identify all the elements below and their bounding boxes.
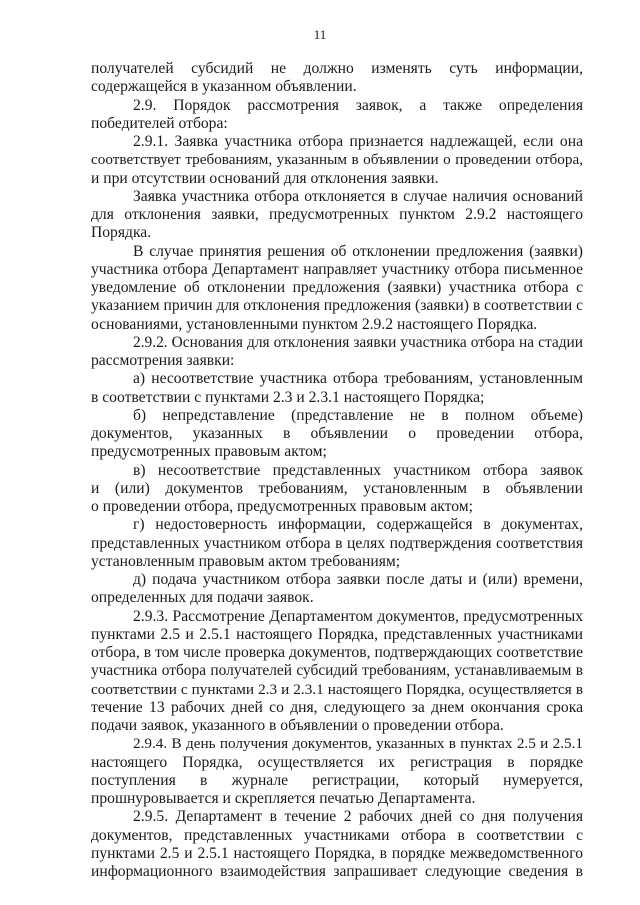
text-line: в) несоответствие представленных участником отбора заявок — [133, 461, 583, 479]
text-line: 2.9.5. Департамент в течение 2 рабочих дней со дня получения — [133, 808, 583, 826]
page-number: 11 — [313, 27, 327, 42]
text-line: уведомление об отклонении предложения (заявки) участника отбора с — [91, 279, 583, 296]
text-line: и (или) документов требованиям, установленным в объявлении — [91, 479, 583, 497]
text-line: б) непредставление (представление не в полном объеме) — [133, 406, 583, 424]
text-line: В случае принятия решения об отклонении предложения (заявки) — [133, 242, 583, 260]
text-line: Заявка участника отбора отклоняется в случае наличия оснований — [133, 187, 583, 205]
text-line: пунктами 2.5 и 2.5.1 настоящего Порядка, в порядке межведомственного — [91, 844, 583, 862]
text-line: отбора, в том числе проверка документов, подтверждающих соответствие — [91, 644, 583, 661]
text-line: Порядка. — [91, 224, 152, 242]
text-line: подачи заявок, указанного в объявлении о проведении отбора. — [91, 717, 504, 734]
text-line: участника отбора получателей субсидий требованиям, устанавливаемым в — [91, 662, 583, 680]
text-line: предусмотренных правовым актом; — [91, 443, 327, 461]
text-line: и при отсутствии оснований для отклонения заявки. — [91, 169, 439, 187]
text-line: представленных участником отбора в целях подтверждения соответствия — [91, 534, 583, 552]
text-line: г) недостоверность информации, содержащейся в документах, — [133, 516, 583, 534]
text-line: основаниями, установленными пунктом 2.9.2 настоящего Порядка. — [91, 315, 538, 333]
text-line: информационного взаимодействия запрашивает следующие сведения в — [91, 863, 583, 880]
text-line: прошнуровывается и скрепляется печатью Департамента. — [91, 790, 476, 807]
text-line: указанием причин для отклонения предложения (заявки) в соответствии с — [91, 297, 584, 315]
text-line: о проведении отбора, предусмотренных правовым актом; — [91, 498, 473, 515]
text-line: участника отбора Департамент направляет участнику отбора письменное — [91, 260, 583, 278]
text-line: в соответствии с пунктами 2.3 и 2.3.1 настоящего Порядка; — [91, 388, 485, 406]
text-line: поступления в журнале регистрации, который нумеруется, — [91, 771, 583, 789]
text-line: 2.9.1. Заявка участника отбора признается надлежащей, если она — [133, 133, 583, 150]
text-line: 2.9. Порядок рассмотрения заявок, а также определения — [133, 96, 583, 114]
text-line: настоящего Порядка, осуществляется их регистрация в порядке — [91, 753, 583, 771]
text-line: соответствии с пунктами 2.3 и 2.3.1 настоящего Порядка, осуществляется в — [91, 680, 583, 698]
text-line: получателей субсидий не должно изменять суть информации, — [91, 60, 583, 77]
text-line: для отклонения заявки, предусмотренных пунктом 2.9.2 настоящего — [91, 206, 583, 223]
text-line: документов, указанных в объявлении о проведении отбора, — [91, 425, 583, 442]
text-line: рассмотрения заявки: — [91, 352, 235, 369]
text-line: 2.9.3. Рассмотрение Департаментом документов, предусмотренных — [133, 607, 583, 625]
text-line: пунктами 2.5 и 2.5.1 настоящего Порядка, представленных участниками — [91, 625, 583, 643]
text-line: соответствует требованиям, указанным в объявлении о проведении отбора, — [91, 151, 583, 169]
text-line: определенных для подачи заявок. — [91, 589, 314, 607]
text-line: 2.9.4. В день получения документов, указанных в пунктах 2.5 и 2.5.1 — [133, 735, 583, 753]
text-line: течение 13 рабочих дней со дня, следующего за днем окончания срока — [91, 698, 583, 716]
text-line: победителей отбора: — [91, 114, 228, 132]
text-line: содержащейся в указанном объявлении. — [91, 78, 357, 96]
document-body — [91, 60, 583, 881]
text-line: 2.9.2. Основания для отклонения заявки участника отбора на стадии — [133, 333, 583, 351]
text-line: документов, представленных участниками отбора в соответствии с — [91, 826, 583, 844]
text-line: а) несоответствие участника отбора требованиям, установленным — [133, 370, 583, 388]
text-line: д) подача участником отбора заявки после даты и (или) времени, — [133, 571, 583, 588]
text-line: установленным правовым актом требованиям; — [91, 552, 401, 570]
